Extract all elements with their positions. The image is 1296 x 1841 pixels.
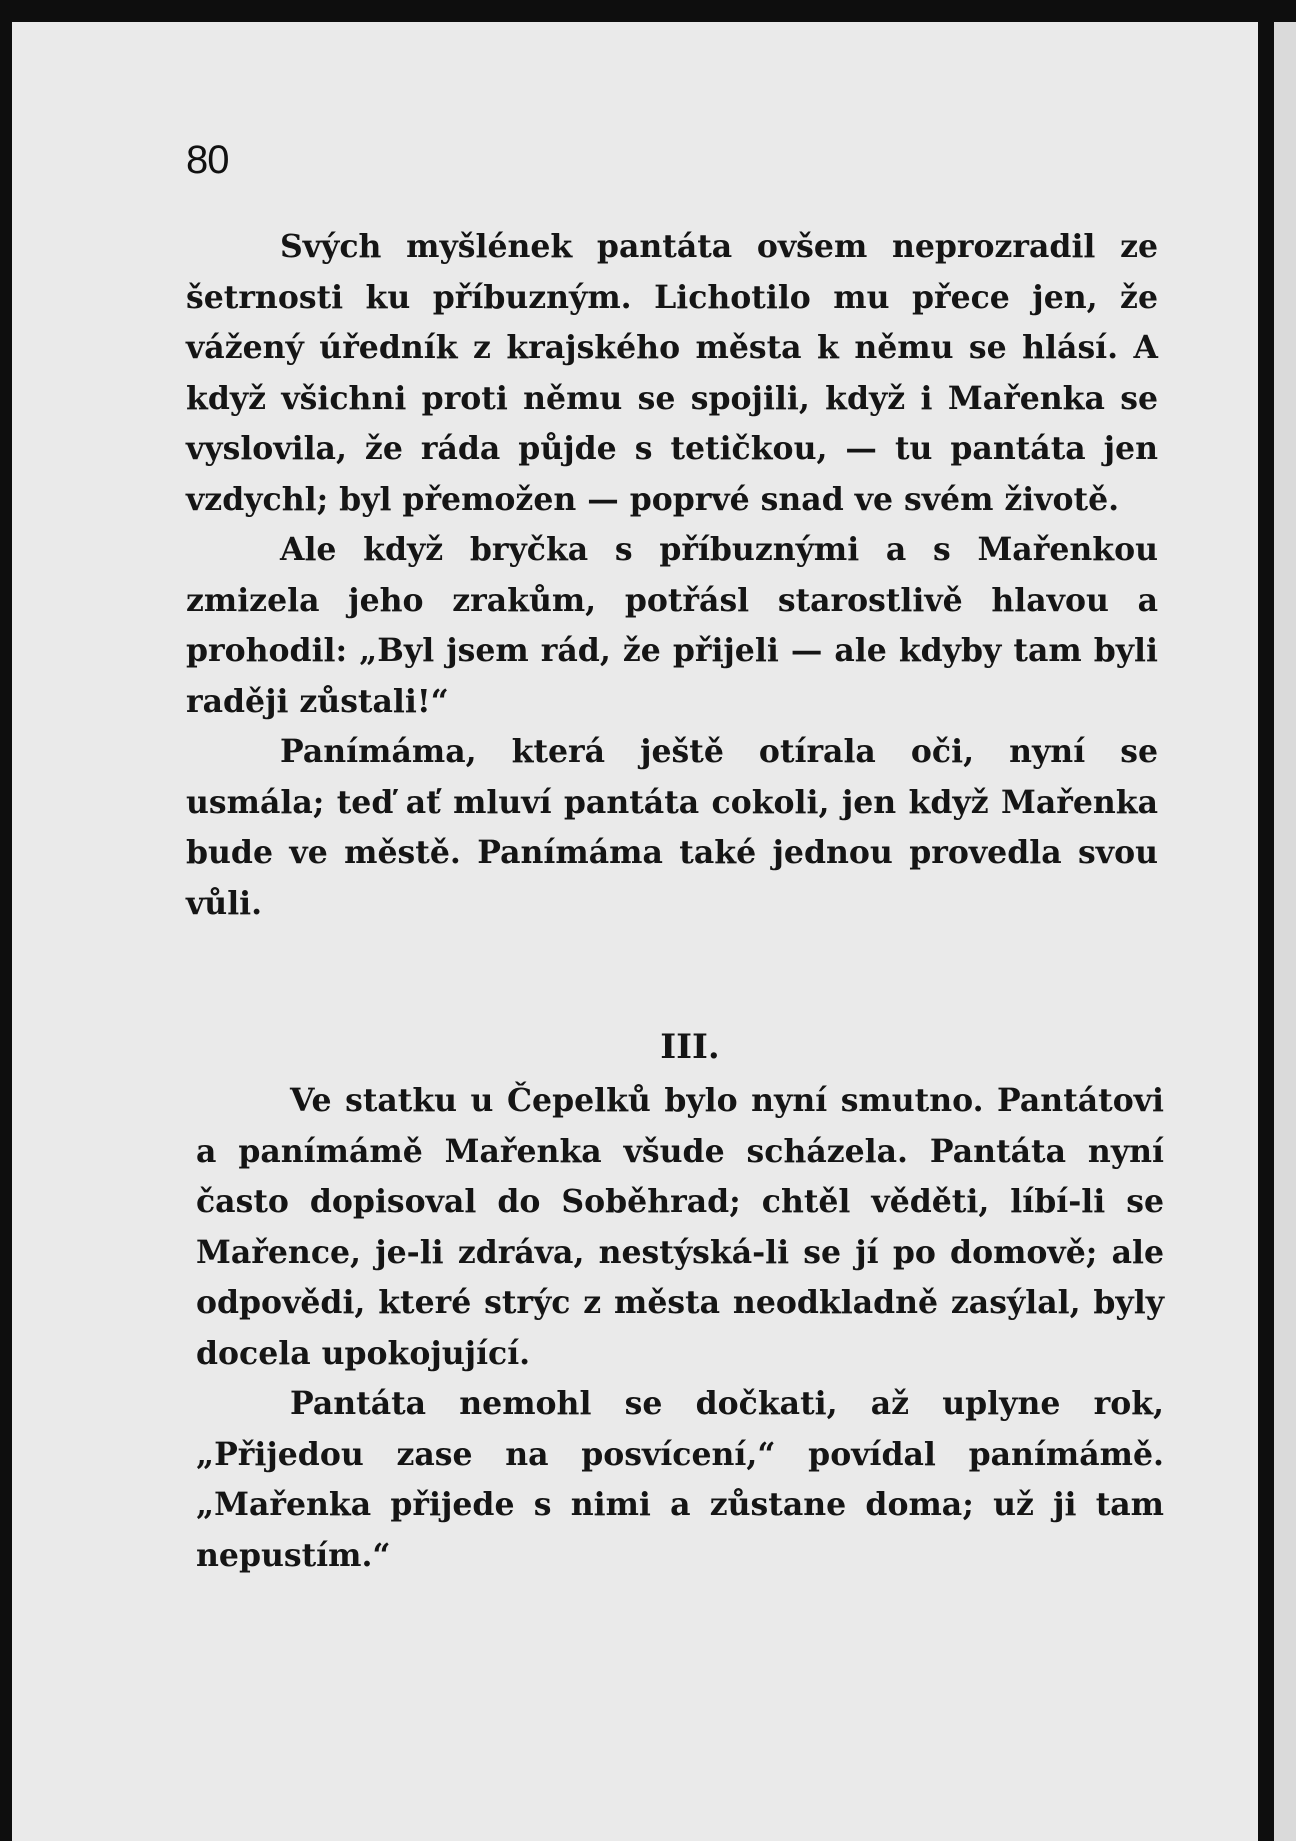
body-text-top xyxy=(186,222,1158,929)
section-heading: III. xyxy=(660,1027,720,1067)
adjacent-page-edge xyxy=(1274,22,1296,1841)
paragraph-5: Pantáta nemohl se dočkati, až uplyne rok, „Přijedou zase na posvícení,“ povídal panímámě. „Mařenka přijede s nimi a zůstane doma; už ji tam nepustím.“ xyxy=(196,1385,1164,1574)
page-number: 80 xyxy=(186,138,229,182)
paragraph-2: Ale když bryčka s příbuznými a s Mařenkou zmizela jeho zrakům, potřásl starostlivě hlavou a prohodil: „Byl jsem rád, že přijeli — ale kdyby tam byli raději zůstali!“ xyxy=(186,531,1158,720)
paragraph-1: Svých myšlének pantáta ovšem neprozradil ze šetrnosti ku příbuzným. Lichotilo mu přece jen, že vážený úředník z krajského města k němu se hlásí. A když všichni proti němu se spojili, když i Mařenka se vyslovila, že ráda půjde s tetičkou, — tu pantáta jen vzdychl; byl přemožen — poprvé snad ve svém životě. xyxy=(186,228,1158,518)
body-text-bottom xyxy=(196,1076,1164,1581)
paragraph-4: Ve statku u Čepelků bylo nyní smutno. Pantátovi a panímámě Mařenka všude scházela. Pantáta nyní často dopisoval do Soběhrad; chtěl věděti, líbí-li se Mařence, je-li zdráva, nestýská-li se jí po domově; ale odpovědi, které strýc z města neodkladně zasýlal, byly docela upokojující. xyxy=(196,1082,1164,1372)
section-heading-wrap xyxy=(186,1000,1158,1079)
paragraph-3: Panímáma, která ještě otírala oči, nyní se usmála; teď ať mluví pantáta cokoli, jen když Mařenka bude ve městě. Panímáma také jednou provedla svou vůli. xyxy=(186,733,1158,922)
gutter-shadow xyxy=(1258,22,1274,1841)
